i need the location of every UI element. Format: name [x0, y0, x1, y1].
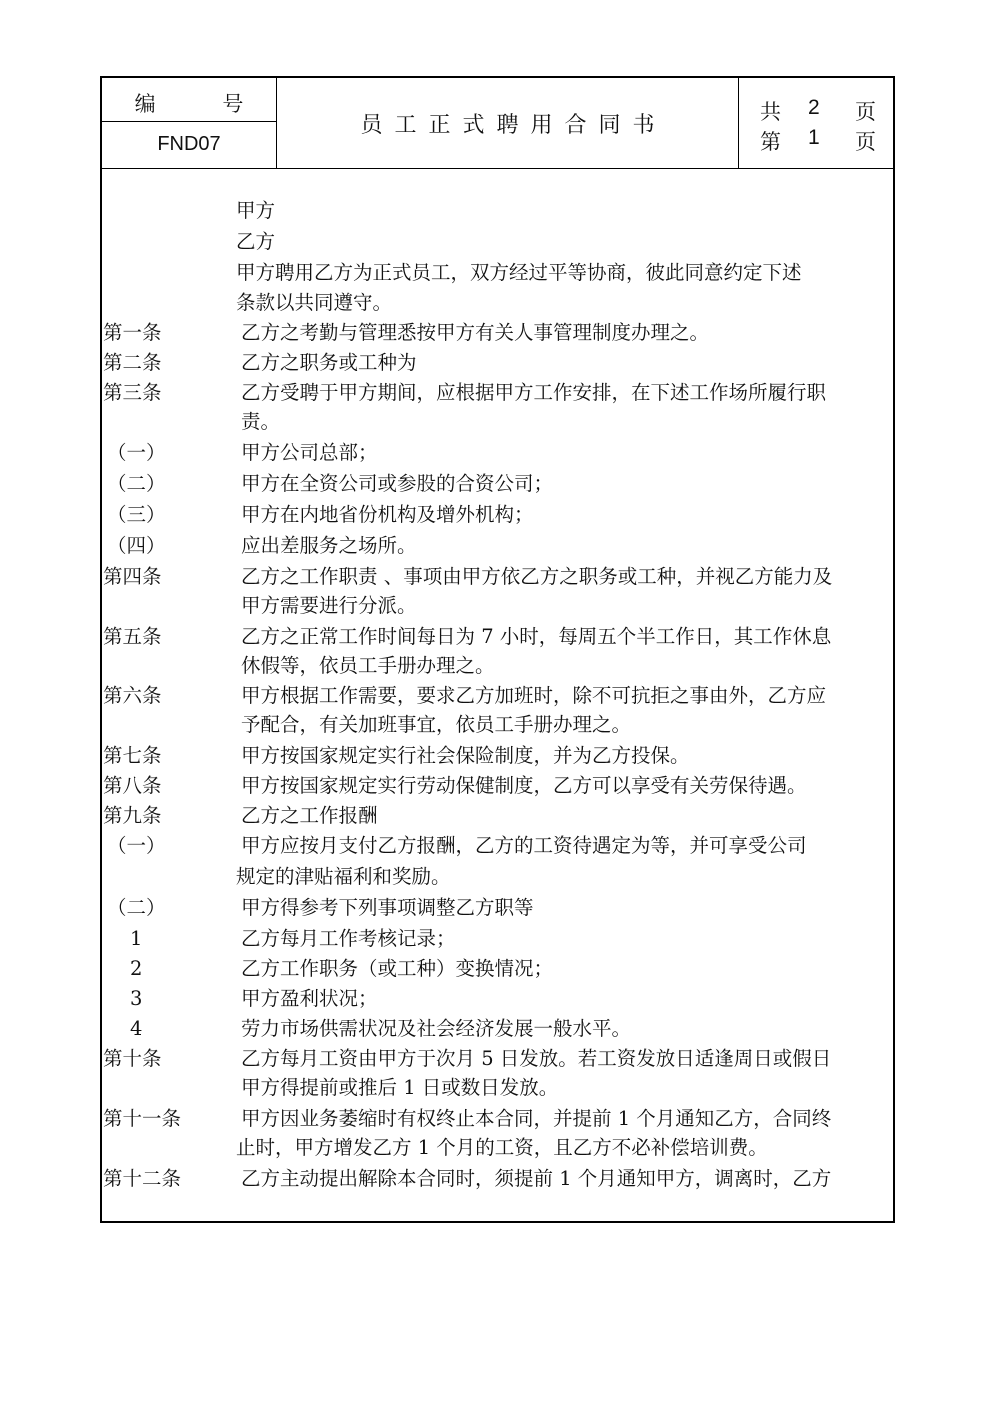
- clause-text: 乙方受聘于甲方期间，应根据甲方工作安排，在下述工作场所履行职: [241, 381, 827, 404]
- sub-item-label: 3: [130, 987, 143, 1010]
- party-b-line: 乙方: [236, 230, 276, 253]
- current-suffix: 页: [855, 130, 876, 154]
- sub-item-text: 乙方工作职务（或工种）变换情况；: [241, 957, 554, 980]
- clause-continuation: 甲方得提前或推后 1 日或数日发放。: [241, 1076, 559, 1099]
- clause-continuation: 止时，甲方增发乙方 1 个月的工资，且乙方不必补偿培训费。: [236, 1136, 768, 1159]
- intro-line-2: 条款以共同遵守。: [236, 291, 393, 314]
- clause-continuation: 责。: [241, 410, 281, 433]
- current-page-row: [760, 126, 880, 152]
- total-pages: 2: [808, 96, 820, 119]
- clause-label: 第八条: [103, 774, 162, 797]
- clause-label: 第五条: [103, 625, 162, 648]
- clause-label: 第九条: [103, 804, 162, 827]
- code-divider: [102, 121, 276, 122]
- item-text: 甲方得参考下列事项调整乙方职等: [241, 896, 534, 919]
- intro-line-1: 甲方聘用乙方为正式员工，双方经过平等协商，彼此同意约定下述: [236, 261, 802, 284]
- clause-label: 第三条: [103, 381, 162, 404]
- page-count-cell: [739, 78, 895, 168]
- total-pages-row: [760, 96, 880, 122]
- clause-label: 第四条: [103, 565, 162, 588]
- sub-item-text: 乙方每月工作考核记录；: [241, 927, 456, 950]
- total-suffix: 页: [855, 100, 876, 124]
- clause-text: 乙方之职务或工种为: [241, 351, 417, 374]
- sub-item-text: 甲方盈利状况；: [241, 987, 378, 1010]
- item-text: 甲方在内地省份机构及增外机构；: [241, 503, 534, 526]
- clause-label: 第一条: [103, 321, 162, 344]
- current-prefix: 第: [760, 130, 781, 154]
- clause-label: 第十条: [103, 1047, 162, 1070]
- clause-text: 甲方按国家规定实行社会保险制度，并为乙方投保。: [241, 744, 690, 767]
- clause-continuation: 予配合，有关加班事宜，依员工手册办理之。: [241, 713, 632, 736]
- item-text: 甲方在全资公司或参股的合资公司；: [241, 472, 554, 495]
- header-table: [102, 78, 893, 169]
- sub-item-text: 劳力市场供需状况及社会经济发展一般水平。: [241, 1017, 632, 1040]
- document-title: 员工正式聘用合同书: [360, 113, 667, 138]
- item-label: （一）: [107, 441, 166, 464]
- clause-text: 乙方每月工资由甲方于次月 5 日发放。若工资发放日适逢周日或假日: [241, 1047, 832, 1070]
- clause-label: 第十一条: [103, 1107, 182, 1130]
- item-label: （二）: [107, 472, 166, 495]
- item-label: （一）: [107, 834, 166, 857]
- sub-item-label: 1: [130, 927, 143, 950]
- item-label: （三）: [107, 503, 166, 526]
- clause-continuation: 休假等，依员工手册办理之。: [241, 654, 495, 677]
- clause-continuation: 甲方需要进行分派。: [241, 594, 417, 617]
- clause-label: 第七条: [103, 744, 162, 767]
- current-page: 1: [808, 126, 820, 149]
- party-a-line: 甲方: [236, 199, 276, 222]
- title-cell: [277, 78, 739, 168]
- item-text: 甲方公司总部；: [241, 441, 378, 464]
- item-label: （四）: [107, 534, 166, 557]
- clause-label: 第二条: [103, 351, 162, 374]
- clause-text: 乙方主动提出解除本合同时，须提前 1 个月通知甲方，调离时，乙方: [241, 1167, 832, 1190]
- clause-text: 乙方之考勤与管理悉按甲方有关人事管理制度办理之。: [241, 321, 710, 344]
- clause-text: 甲方因业务萎缩时有权终止本合同，并提前 1 个月通知乙方，合同终: [241, 1107, 832, 1130]
- sub-item-label: 2: [130, 957, 143, 980]
- code-value: FND07: [157, 133, 221, 155]
- item-text: 甲方应按月支付乙方报酬，乙方的工资待遇定为等，并可享受公司: [241, 834, 807, 857]
- clause-text: 甲方根据工作需要，要求乙方加班时，除不可抗拒之事由外，乙方应: [241, 684, 827, 707]
- clause-text: 乙方之工作报酬: [241, 804, 378, 827]
- item-text: 应出差服务之场所。: [241, 534, 417, 557]
- code-label: 编 号: [134, 92, 274, 116]
- item-continuation: 规定的津贴福利和奖励。: [236, 865, 451, 888]
- clause-text: 乙方之工作职责 、事项由甲方依乙方之职务或工种，并视乙方能力及: [241, 565, 833, 588]
- clause-label: 第十二条: [103, 1167, 182, 1190]
- code-cell: [102, 78, 277, 168]
- sub-item-label: 4: [130, 1017, 143, 1040]
- clause-text: 乙方之正常工作时间每日为 7 小时，每周五个半工作日，其工作休息: [241, 625, 832, 648]
- clause-label: 第六条: [103, 684, 162, 707]
- item-label: （二）: [107, 896, 166, 919]
- clause-text: 甲方按国家规定实行劳动保健制度，乙方可以享受有关劳保待遇。: [241, 774, 807, 797]
- total-prefix: 共: [760, 100, 781, 124]
